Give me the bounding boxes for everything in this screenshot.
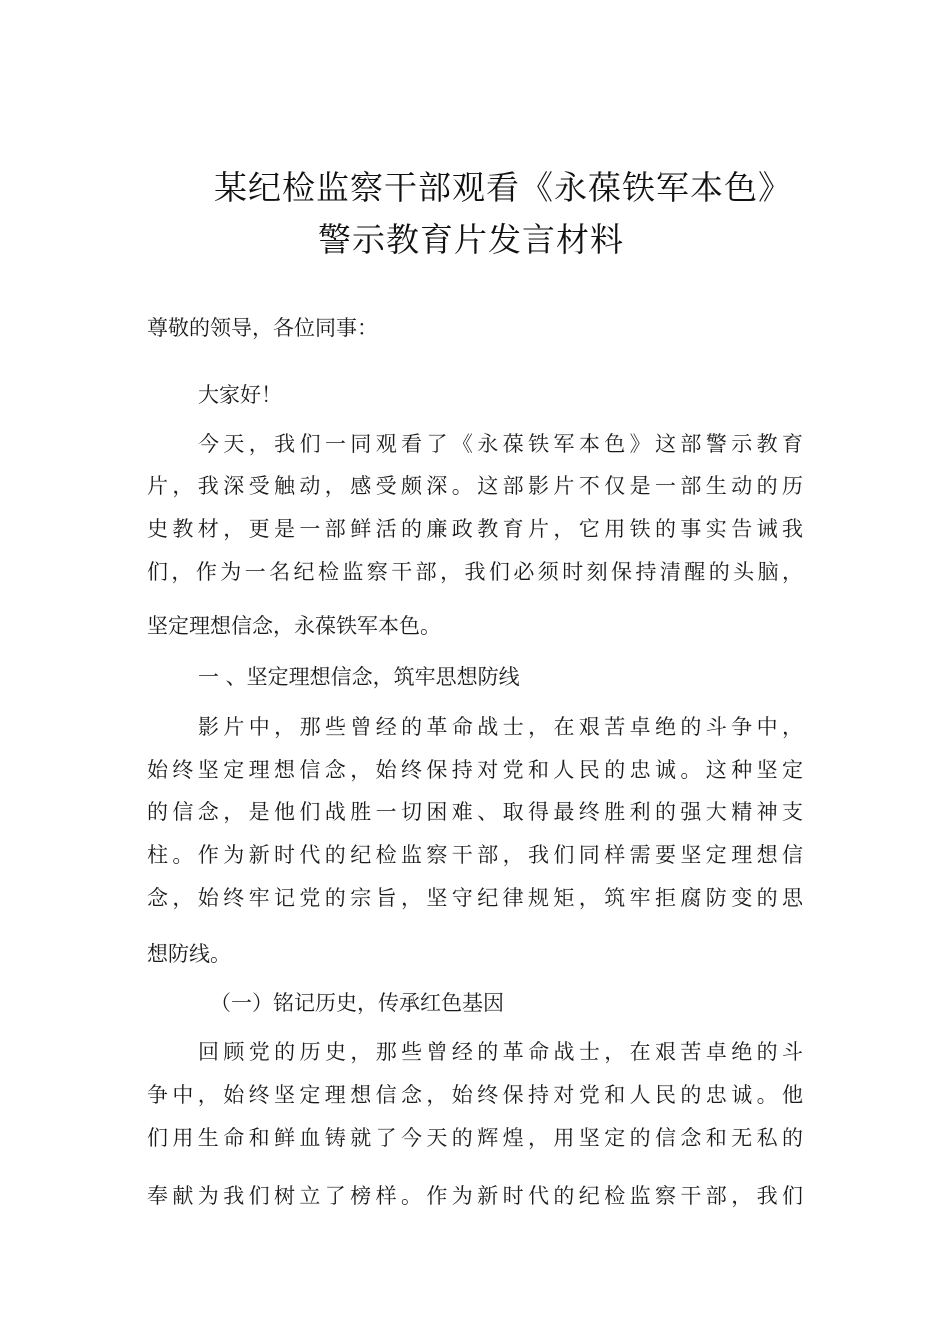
paragraph-2-line: 始终坚定理想信念，始终保持对党和人民的忠诚。这种坚定: [147, 758, 803, 782]
paragraph-1-line: 史教材，更是一部鲜活的廉政教育片，它用铁的事实告诫我: [147, 517, 803, 541]
document-title-line-2: 警示教育片发言材料: [318, 220, 624, 259]
subsection-heading: （一）铭记历史，传承红色基因: [210, 991, 504, 1015]
paragraph-3-line: 们用生命和鲜血铸就了今天的辉煌，用坚定的信念和无私的: [147, 1126, 803, 1150]
paragraph-1-line: 片，我深受触动，感受颇深。这部影片不仅是一部生动的历: [147, 474, 803, 498]
paragraph-2-line: 念，始终牢记党的宗旨，坚守纪律规矩，筑牢拒腐防变的思: [147, 886, 803, 910]
paragraph-2-line: 想防线。: [147, 942, 231, 966]
paragraph-1-line: 坚定理想信念，永葆铁军本色。: [147, 614, 441, 638]
paragraph-1-line: 今天，我们一同观看了《永葆铁军本色》这部警示教育: [198, 432, 803, 456]
paragraph-3-line: 争中，始终坚定理想信念，始终保持对党和人民的忠诚。他: [147, 1083, 803, 1107]
document-title-line-1: 某纪检监察干部观看《永葆铁军本色》: [214, 168, 792, 207]
salutation: 尊敬的领导，各位同事：: [147, 316, 378, 340]
paragraph-3-line: 奉献为我们树立了榜样。作为新时代的纪检监察干部，我们: [147, 1184, 803, 1208]
paragraph-2-line: 的信念，是他们战胜一切困难、取得最终胜利的强大精神支: [147, 800, 803, 824]
paragraph-2-line: 影片中，那些曾经的革命战士，在艰苦卓绝的斗争中，: [198, 715, 803, 739]
paragraph-3-line: 回顾党的历史，那些曾经的革命战士，在艰苦卓绝的斗: [198, 1040, 803, 1064]
section-heading: 一 、坚定理想信念，筑牢思想防线: [198, 665, 520, 689]
greeting: 大家好！: [198, 383, 282, 407]
paragraph-1-line: 们，作为一名纪检监察干部，我们必须时刻保持清醒的头脑，: [147, 560, 803, 584]
paragraph-2-line: 柱。作为新时代的纪检监察干部，我们同样需要坚定理想信: [147, 843, 803, 867]
